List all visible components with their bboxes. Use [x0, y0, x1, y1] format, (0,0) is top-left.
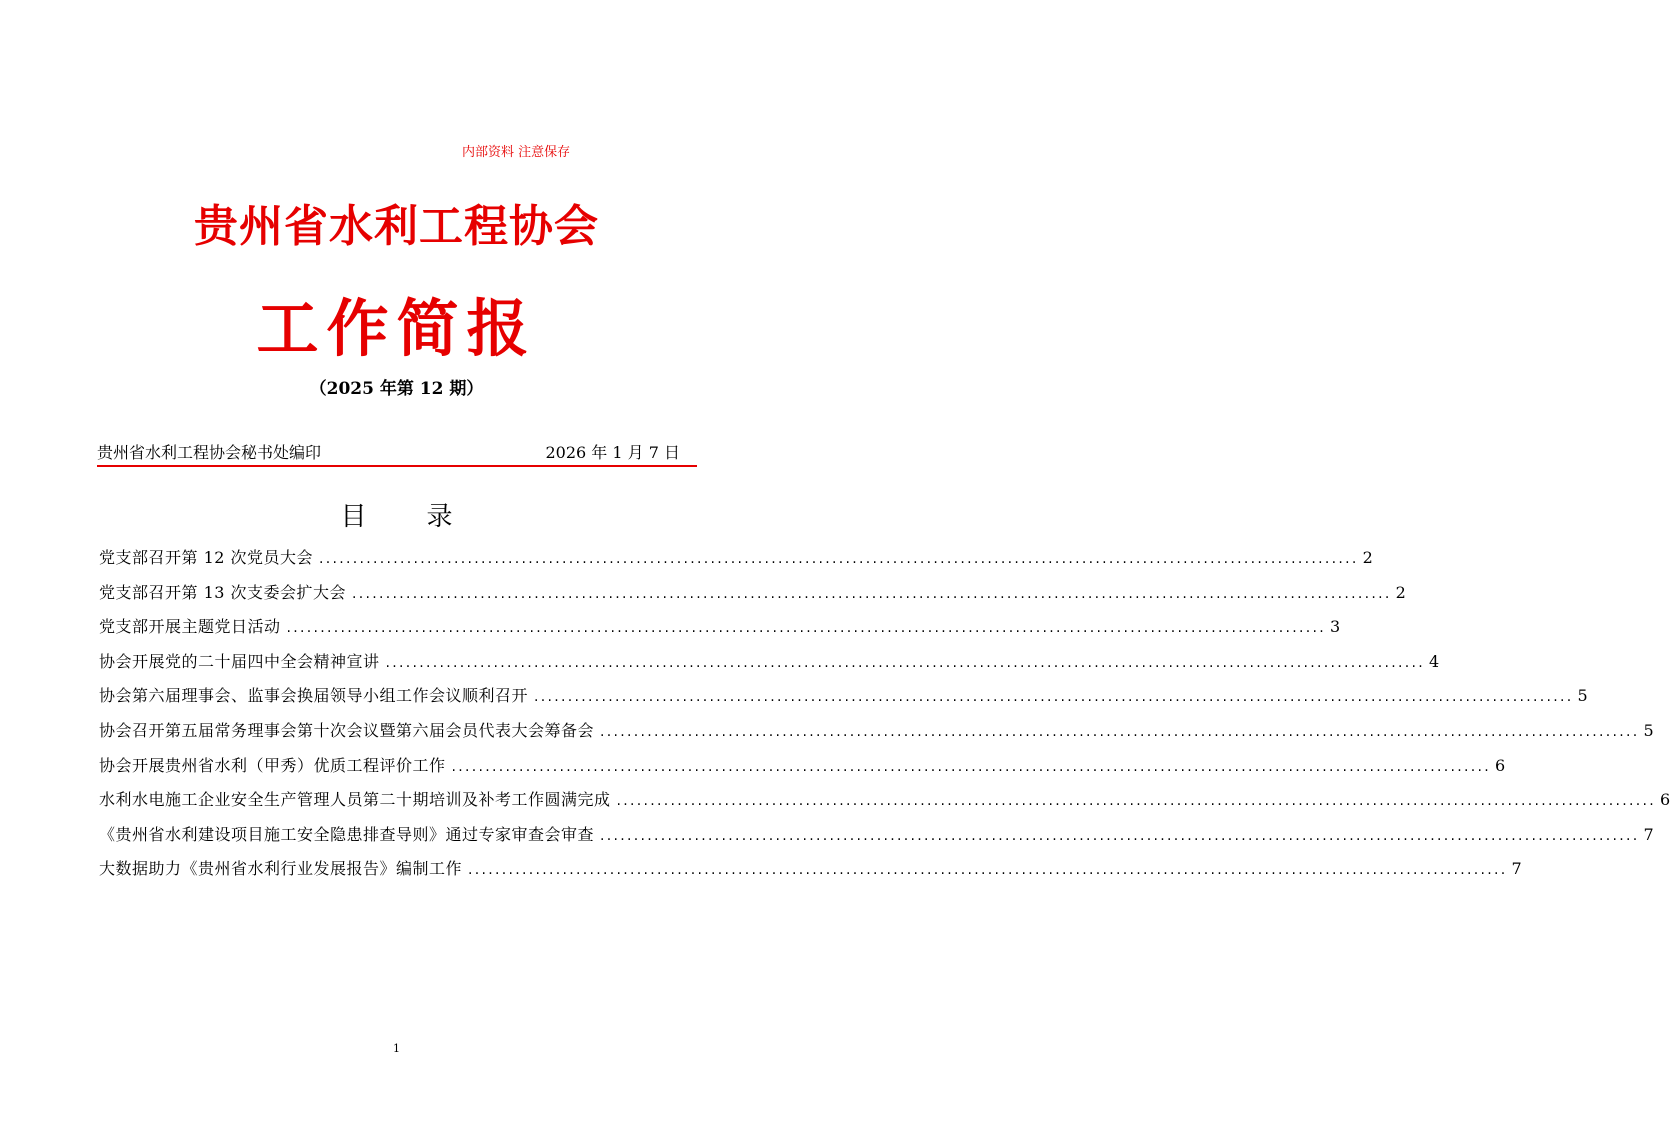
toc-heading-right: 录 [426, 502, 453, 532]
toc-leader [468, 853, 1508, 888]
toc-item-title: 协会开展党的二十届四中全会精神宣讲 [99, 651, 380, 671]
toc-item-page: 7 [1643, 824, 1654, 844]
toc-item[interactable] [99, 610, 1341, 645]
toc-leader [617, 784, 1657, 819]
toc-leader [287, 611, 1327, 646]
footer-page-number: 1 [393, 1042, 400, 1055]
internal-notice: 内部资料 注意保存 [462, 145, 571, 160]
meta-row [97, 440, 694, 464]
toc-heading [0, 496, 793, 533]
toc-item[interactable] [99, 818, 1654, 853]
toc-leader [386, 646, 1426, 681]
publish-date: 2026 年 1 月 7 日 [545, 443, 680, 462]
toc-item-page: 2 [1362, 548, 1373, 567]
toc-leader [600, 715, 1640, 750]
toc-item-page: 2 [1395, 582, 1406, 602]
toc-item[interactable] [99, 852, 1522, 887]
bulletin-title: 工作简报 [256, 292, 537, 365]
toc-item[interactable] [99, 783, 1670, 818]
toc-leader [600, 819, 1640, 854]
toc-item-title: 大数据助力《贵州省水利行业发展报告》编制工作 [99, 859, 463, 879]
toc-item-page: 3 [1330, 617, 1341, 637]
toc-item-title: 党支部开展主题党日活动 [99, 617, 281, 637]
toc-item-page: 4 [1429, 651, 1440, 671]
toc-item-title: 协会第六届理事会、监事会换届领导小组工作会议顺利召开 [99, 686, 529, 706]
toc-item-page: 5 [1577, 686, 1588, 706]
toc-item[interactable] [99, 749, 1506, 784]
publisher: 贵州省水利工程协会秘书处编印 [97, 443, 322, 462]
toc-leader [319, 542, 1359, 577]
toc-item-title: 《贵州省水利建设项目施工安全隐患排查导则》通过专家审查会审查 [99, 824, 595, 844]
toc-item-page: 6 [1660, 790, 1670, 810]
toc-item-page: 7 [1511, 859, 1522, 879]
toc-item-title: 水利水电施工企业安全生产管理人员第二十期培训及补考工作圆满完成 [99, 790, 611, 810]
toc-item[interactable] [99, 679, 1588, 714]
toc-item-title: 协会开展贵州省水利（甲秀）优质工程评价工作 [99, 755, 446, 775]
toc-item-title: 党支部召开第 13 次支委会扩大会 [99, 582, 347, 602]
red-divider [97, 465, 697, 467]
organization-title: 贵州省水利工程协会 [194, 201, 599, 252]
toc-leader [452, 750, 1492, 785]
toc-item-page: 5 [1643, 720, 1654, 740]
toc-heading-left: 目 [340, 502, 367, 532]
toc-leader [534, 680, 1574, 715]
toc-item[interactable] [99, 645, 1440, 680]
toc-item-title: 党支部召开第 12 次党员大会 [99, 548, 314, 567]
table-of-contents [99, 541, 1670, 887]
toc-item[interactable] [99, 576, 1406, 611]
toc-item[interactable] [99, 714, 1654, 749]
toc-item[interactable] [99, 541, 1373, 576]
toc-leader [352, 577, 1392, 612]
toc-item-title: 协会召开第五届常务理事会第十次会议暨第六届会员代表大会筹备会 [99, 720, 595, 740]
issue-number: （2025 年第 12 期） [309, 379, 484, 399]
toc-item-page: 6 [1495, 755, 1506, 775]
